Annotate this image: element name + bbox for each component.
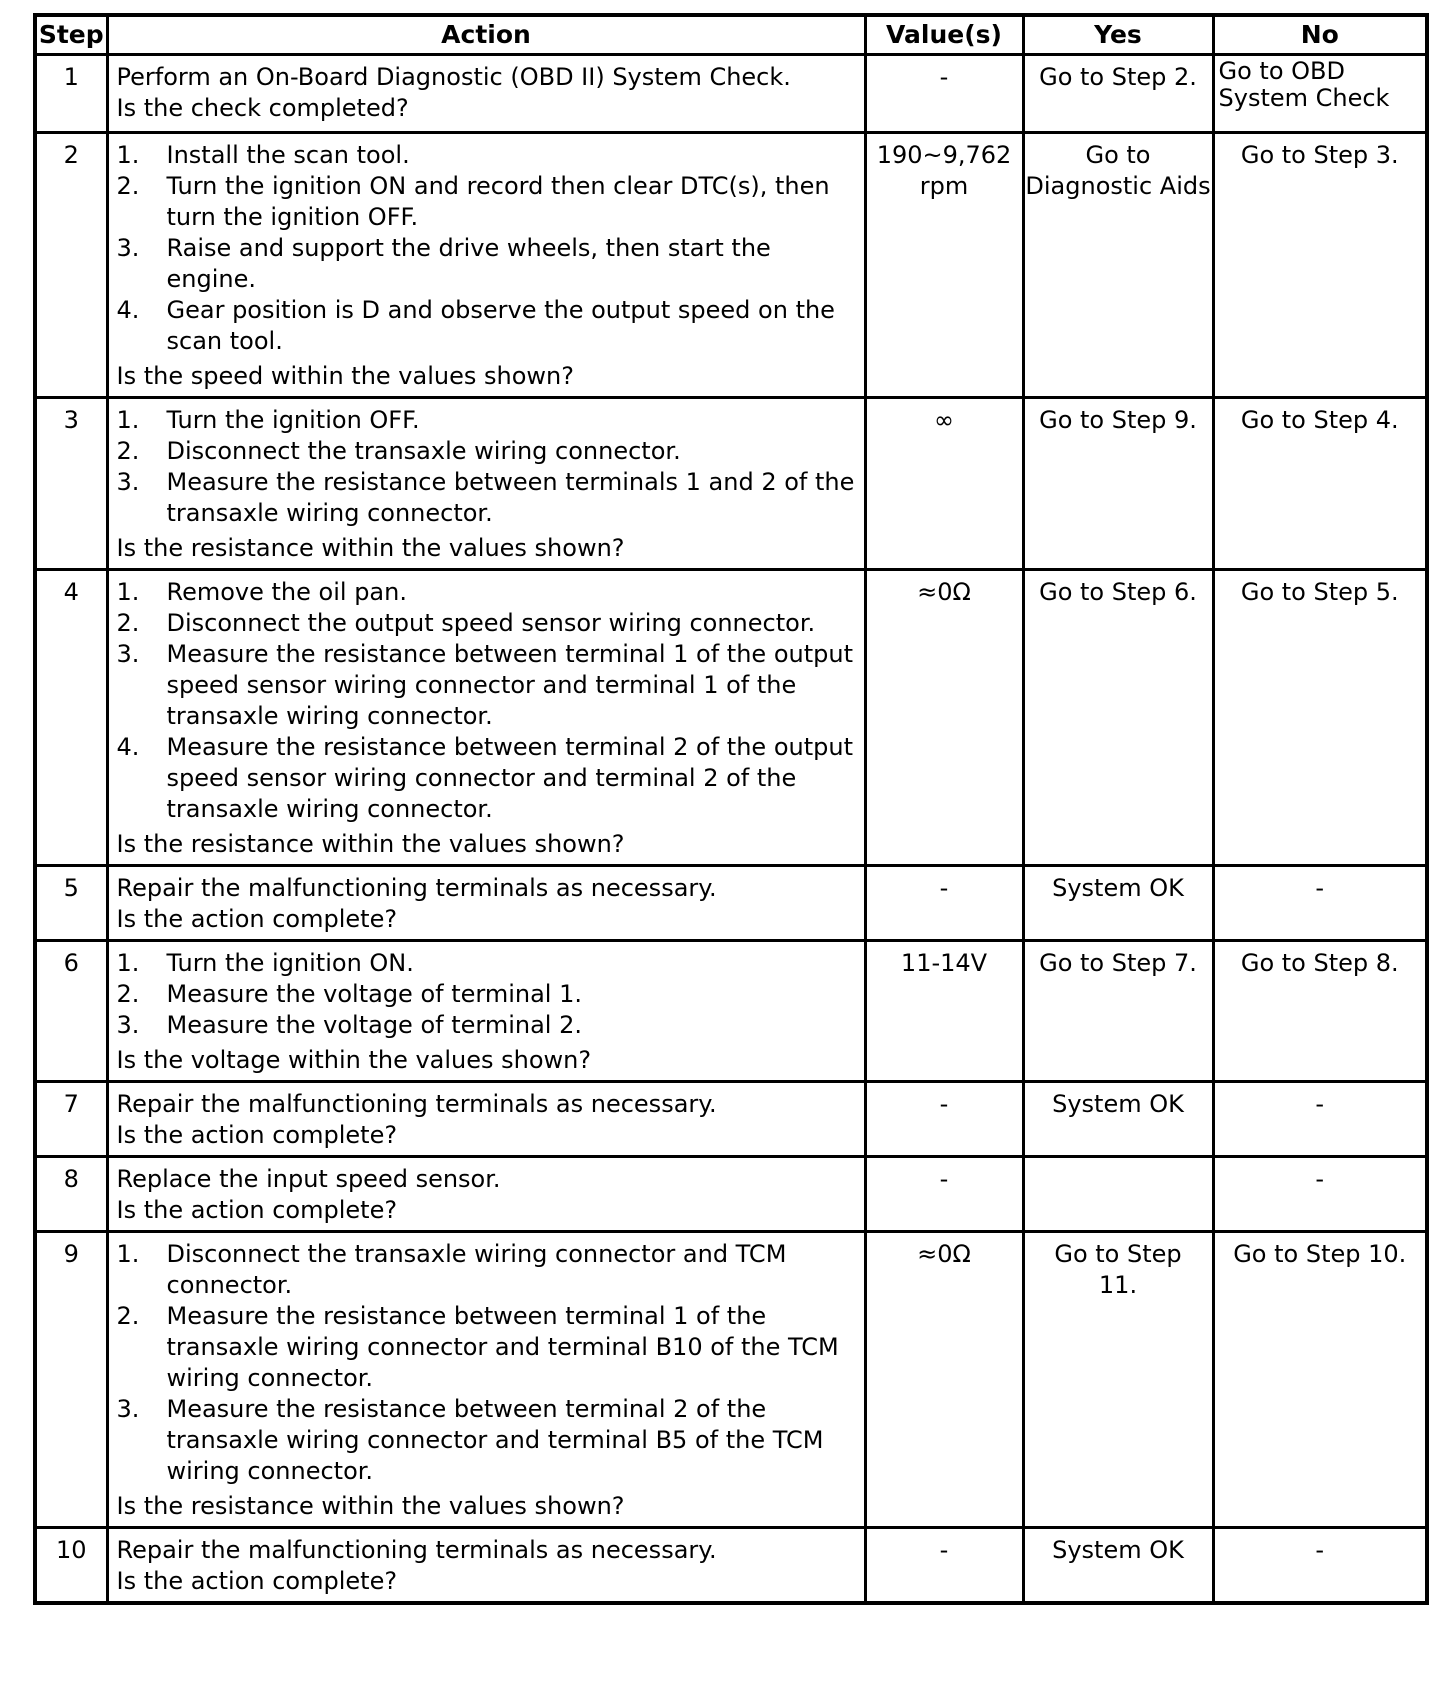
yes-cell: System OK: [1023, 866, 1213, 941]
no-cell: -: [1213, 1528, 1427, 1604]
step-text: Turn the ignition ON.: [166, 949, 414, 977]
table-row: [35, 1528, 1427, 1604]
header-step: Step: [35, 15, 107, 55]
step-index: 4.: [116, 733, 140, 761]
table-row: [35, 1082, 1427, 1157]
step-text: Measure the resistance between terminal 1 of the output speed sensor wiring connector and terminal 1 of the transaxle wiring connector.: [166, 640, 853, 730]
action-question: Is the resistance within the values shown?: [116, 830, 625, 858]
value-cell: -: [865, 1528, 1023, 1604]
action-cell: [107, 1528, 865, 1604]
action-cell: [107, 55, 865, 133]
value-cell: ≈0Ω: [865, 1232, 1023, 1528]
step-text: Measure the voltage of terminal 2.: [166, 1011, 582, 1039]
action-cell: [107, 133, 865, 398]
step-text: Measure the resistance between terminal 2 of the transaxle wiring connector and terminal B5 of the TCM wiring connector.: [166, 1395, 824, 1485]
header-row: [35, 15, 1427, 55]
yes-cell: System OK: [1023, 1082, 1213, 1157]
step-number: 4: [35, 570, 107, 866]
no-cell: -: [1213, 1082, 1427, 1157]
step-index: 3.: [116, 640, 140, 668]
action-cell: [107, 941, 865, 1082]
action-step: [117, 140, 858, 171]
no-cell: Go to Step 8.: [1213, 941, 1427, 1082]
step-text: Disconnect the output speed sensor wiring connector.: [166, 609, 816, 637]
yes-cell: [1023, 1157, 1213, 1232]
action-question: Is the action complete?: [116, 1196, 398, 1224]
action-step: [117, 295, 858, 357]
step-index: 3.: [116, 468, 140, 496]
step-index: 1.: [116, 949, 140, 977]
step-text: Disconnect the transaxle wiring connector and TCM connector.: [166, 1240, 787, 1299]
action-line: Repair the malfunctioning terminals as necessary.: [116, 1090, 717, 1118]
yes-cell: Go to Step 9.: [1023, 398, 1213, 570]
action-question: Is the speed within the values shown?: [116, 362, 574, 390]
action-question: Is the resistance within the values shown?: [116, 1492, 625, 1520]
header-action: Action: [107, 15, 865, 55]
step-text: Measure the voltage of terminal 1.: [166, 980, 582, 1008]
step-number: 9: [35, 1232, 107, 1528]
action-step: [117, 577, 858, 608]
action-step: [117, 1394, 858, 1487]
step-index: 1.: [116, 1240, 140, 1268]
no-cell: Go to Step 4.: [1213, 398, 1427, 570]
step-number: 2: [35, 133, 107, 398]
value-cell: -: [865, 866, 1023, 941]
diagnostic-table: [33, 13, 1429, 1605]
action-cell: [107, 866, 865, 941]
yes-cell: Go to Step 7.: [1023, 941, 1213, 1082]
action-question: Is the voltage within the values shown?: [116, 1046, 592, 1074]
action-step: [117, 1010, 858, 1041]
action-question: Is the resistance within the values shown?: [116, 534, 625, 562]
action-step: [117, 405, 858, 436]
step-index: 3.: [116, 1395, 140, 1423]
action-cell: [107, 398, 865, 570]
value-cell: ≈0Ω: [865, 570, 1023, 866]
yes-cell: System OK: [1023, 1528, 1213, 1604]
step-index: 4.: [116, 296, 140, 324]
action-cell: [107, 570, 865, 866]
action-line: Repair the malfunctioning terminals as necessary.: [116, 1536, 717, 1564]
step-text: Measure the resistance between terminal 2 of the output speed sensor wiring connector and terminal 2 of the transaxle wiring connector.: [166, 733, 853, 823]
action-step: [117, 1239, 858, 1301]
step-index: 1.: [116, 406, 140, 434]
action-line: Perform an On-Board Diagnostic (OBD II) System Check.: [116, 63, 791, 91]
action-step: [117, 608, 858, 639]
step-index: 2.: [116, 437, 140, 465]
table-row: [35, 1232, 1427, 1528]
step-text: Turn the ignition OFF.: [166, 406, 420, 434]
no-cell: -: [1213, 1157, 1427, 1232]
step-number: 8: [35, 1157, 107, 1232]
no-cell: Go to Step 3.: [1213, 133, 1427, 398]
action-question: Is the check completed?: [116, 94, 409, 122]
header-yes: Yes: [1023, 15, 1213, 55]
yes-cell: Go to Step 6.: [1023, 570, 1213, 866]
yes-cell: Go to Step 2.: [1023, 55, 1213, 133]
table-row: [35, 398, 1427, 570]
step-index: 2.: [116, 1302, 140, 1330]
step-text: Remove the oil pan.: [166, 578, 407, 606]
table-row: [35, 866, 1427, 941]
step-index: 1.: [116, 141, 140, 169]
action-steps: [117, 1239, 858, 1487]
step-index: 3.: [116, 234, 140, 262]
step-text: Measure the resistance between terminals 1 and 2 of the transaxle wiring connector.: [166, 468, 855, 527]
action-line: Repair the malfunctioning terminals as necessary.: [116, 874, 717, 902]
action-line: Replace the input speed sensor.: [116, 1165, 501, 1193]
action-steps: [117, 140, 858, 357]
step-text: Raise and support the drive wheels, then start the engine.: [166, 234, 771, 293]
step-text: Install the scan tool.: [166, 141, 410, 169]
value-cell: 190~9,762 rpm: [865, 133, 1023, 398]
action-step: [117, 979, 858, 1010]
step-number: 3: [35, 398, 107, 570]
value-cell: ∞: [865, 398, 1023, 570]
action-step: [117, 233, 858, 295]
action-cell: [107, 1232, 865, 1528]
value-cell: 11-14V: [865, 941, 1023, 1082]
step-number: 6: [35, 941, 107, 1082]
table-row: [35, 570, 1427, 866]
step-text: Measure the resistance between terminal 1 of the transaxle wiring connector and terminal B10 of the TCM wiring connector.: [166, 1302, 839, 1392]
step-number: 10: [35, 1528, 107, 1604]
yes-cell: Go to Step 11.: [1023, 1232, 1213, 1528]
step-number: 1: [35, 55, 107, 133]
action-question: Is the action complete?: [116, 1121, 398, 1149]
action-step: [117, 948, 858, 979]
action-step: [117, 1301, 858, 1394]
action-step: [117, 436, 858, 467]
action-steps: [117, 405, 858, 529]
step-text: Disconnect the transaxle wiring connector.: [166, 437, 681, 465]
step-index: 2.: [116, 980, 140, 1008]
no-cell: Go to OBD System Check: [1213, 55, 1427, 133]
action-question: Is the action complete?: [116, 905, 398, 933]
table-row: [35, 55, 1427, 133]
action-steps: [117, 577, 858, 825]
no-cell: -: [1213, 866, 1427, 941]
value-cell: -: [865, 1157, 1023, 1232]
step-index: 2.: [116, 172, 140, 200]
action-step: [117, 467, 858, 529]
step-index: 1.: [116, 578, 140, 606]
table-row: [35, 941, 1427, 1082]
step-text: Gear position is D and observe the output speed on the scan tool.: [166, 296, 835, 355]
action-question: Is the action complete?: [116, 1567, 398, 1595]
value-cell: -: [865, 1082, 1023, 1157]
table-row: [35, 133, 1427, 398]
step-text: Turn the ignition ON and record then clear DTC(s), then turn the ignition OFF.: [166, 172, 830, 231]
yes-cell: Go to Diagnostic Aids: [1023, 133, 1213, 398]
header-no: No: [1213, 15, 1427, 55]
action-step: [117, 732, 858, 825]
step-number: 7: [35, 1082, 107, 1157]
step-number: 5: [35, 866, 107, 941]
step-index: 2.: [116, 609, 140, 637]
no-cell: Go to Step 10.: [1213, 1232, 1427, 1528]
action-cell: [107, 1082, 865, 1157]
action-steps: [117, 948, 858, 1041]
action-step: [117, 639, 858, 732]
value-cell: -: [865, 55, 1023, 133]
table-row: [35, 1157, 1427, 1232]
header-value: Value(s): [865, 15, 1023, 55]
action-cell: [107, 1157, 865, 1232]
no-cell: Go to Step 5.: [1213, 570, 1427, 866]
action-step: [117, 171, 858, 233]
step-index: 3.: [116, 1011, 140, 1039]
